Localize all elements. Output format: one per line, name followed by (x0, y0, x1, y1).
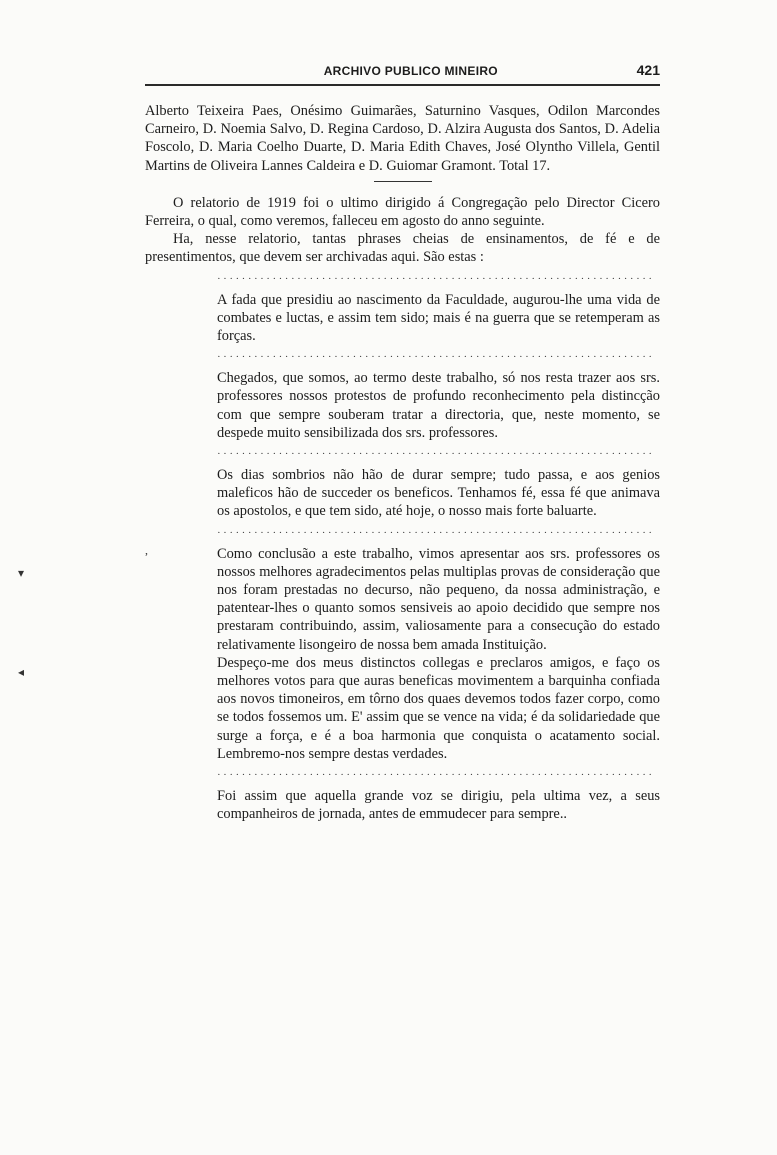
page (145, 62, 660, 824)
ellipsis-line: ······································································· (217, 448, 655, 461)
header-rule (145, 84, 660, 86)
closing-paragraph: Foi assim que aquella grande voz se dirigiu, pela ultima vez, a seus companheiros de jornada, antes de emmudecer para sempre.. (217, 788, 660, 823)
intro-paragraph: Ha, nesse relatorio, tantas phrases cheias de ensinamentos, de fé e de presentimentos, que devem ser archivadas aqui. São estas : (145, 231, 660, 266)
page-number: 421 (636, 62, 660, 78)
names-paragraph: Alberto Teixeira Paes, Onésimo Guimarães, Saturnino Vasques, Odilon Marcondes Carneiro, D. Noemia Salvo, D. Regina Cardoso, D. Alzira Augusta dos Santos, D. Adelia Foscolo, D. Maria Coelho Duarte, D. Maria Edith Chaves, José Olyntho Villela, Gentil Martins de Oliveira Lannes Caldeira e D. Guiomar Gramont. Total 17. (145, 103, 660, 174)
margin-mark: , (145, 543, 148, 557)
running-title: ARCHIVO PUBLICO MINEIRO (323, 64, 498, 78)
quote-paragraph: A fada que presidiu ao nascimento da Faculdade, augurou-lhe uma vida de combates e luctas, e assim tem sido; mais é na guerra que se retemperam as forças. (217, 291, 660, 345)
intro-paragraph: O relatorio de 1919 foi o ultimo dirigido á Congregação pelo Director Cicero Ferreira, o qual, como veremos, falleceu em agosto do anno seguinte. (145, 194, 660, 230)
section-divider (374, 181, 432, 182)
margin-mark: ▾ (18, 566, 25, 580)
margin-mark: ◂ (18, 665, 25, 679)
running-header (145, 62, 660, 78)
ellipsis-line: ······································································· (217, 351, 655, 364)
quote-paragraph: Despeço-me dos meus distinctos collegas e preclaros amigos, e faço os melhores votos para que auras beneficas movimentem a barquinha confiada aos novos timoneiros, em tôrno dos quaes devemos todos fazer corpo, como se todos fossemos um. E' assim que se vence na vida; é da solidariedade que surge a força, e é a boa harmonia que conquista o acatamento social. Lembremo-nos sempre destas verdades. (217, 654, 660, 762)
quote-paragraph: Os dias sombrios não hão de durar sempre; tudo passa, e aos genios maleficos hão de succeder os beneficos. Tenhamos fé, essa fé que animava os apostolos, e que tem sido, até hoje, o nosso mais forte baluarte. (217, 467, 660, 520)
ellipsis-line: ······································································· (217, 272, 655, 285)
ellipsis-line: ······································································· (217, 769, 655, 782)
ellipsis-line: ······································································· (217, 526, 655, 539)
quote-paragraph: Chegados, que somos, ao termo deste trabalho, só nos resta trazer aos srs. professores nossos protestos de profundo reconhecimento pela distincção com que sempre souberam tratar a directoria, que, neste momento, se despede muito sensibilizada dos srs. professores. (217, 370, 660, 441)
quote-paragraph: Como conclusão a este trabalho, vimos apresentar aos srs. professores os nossos melhores agradecimentos pelas multiplas provas de consideração que nos foram prestadas no decurso, não pequeno, da nossa administração, e patentear-lhes o quanto somos sensiveis ao apoio decidido que sempre nos prestaram contribuindo, assim, valiosamente para a consecução do estado relativamente lisongeiro de nossa bem amada Instituição. (217, 545, 660, 653)
